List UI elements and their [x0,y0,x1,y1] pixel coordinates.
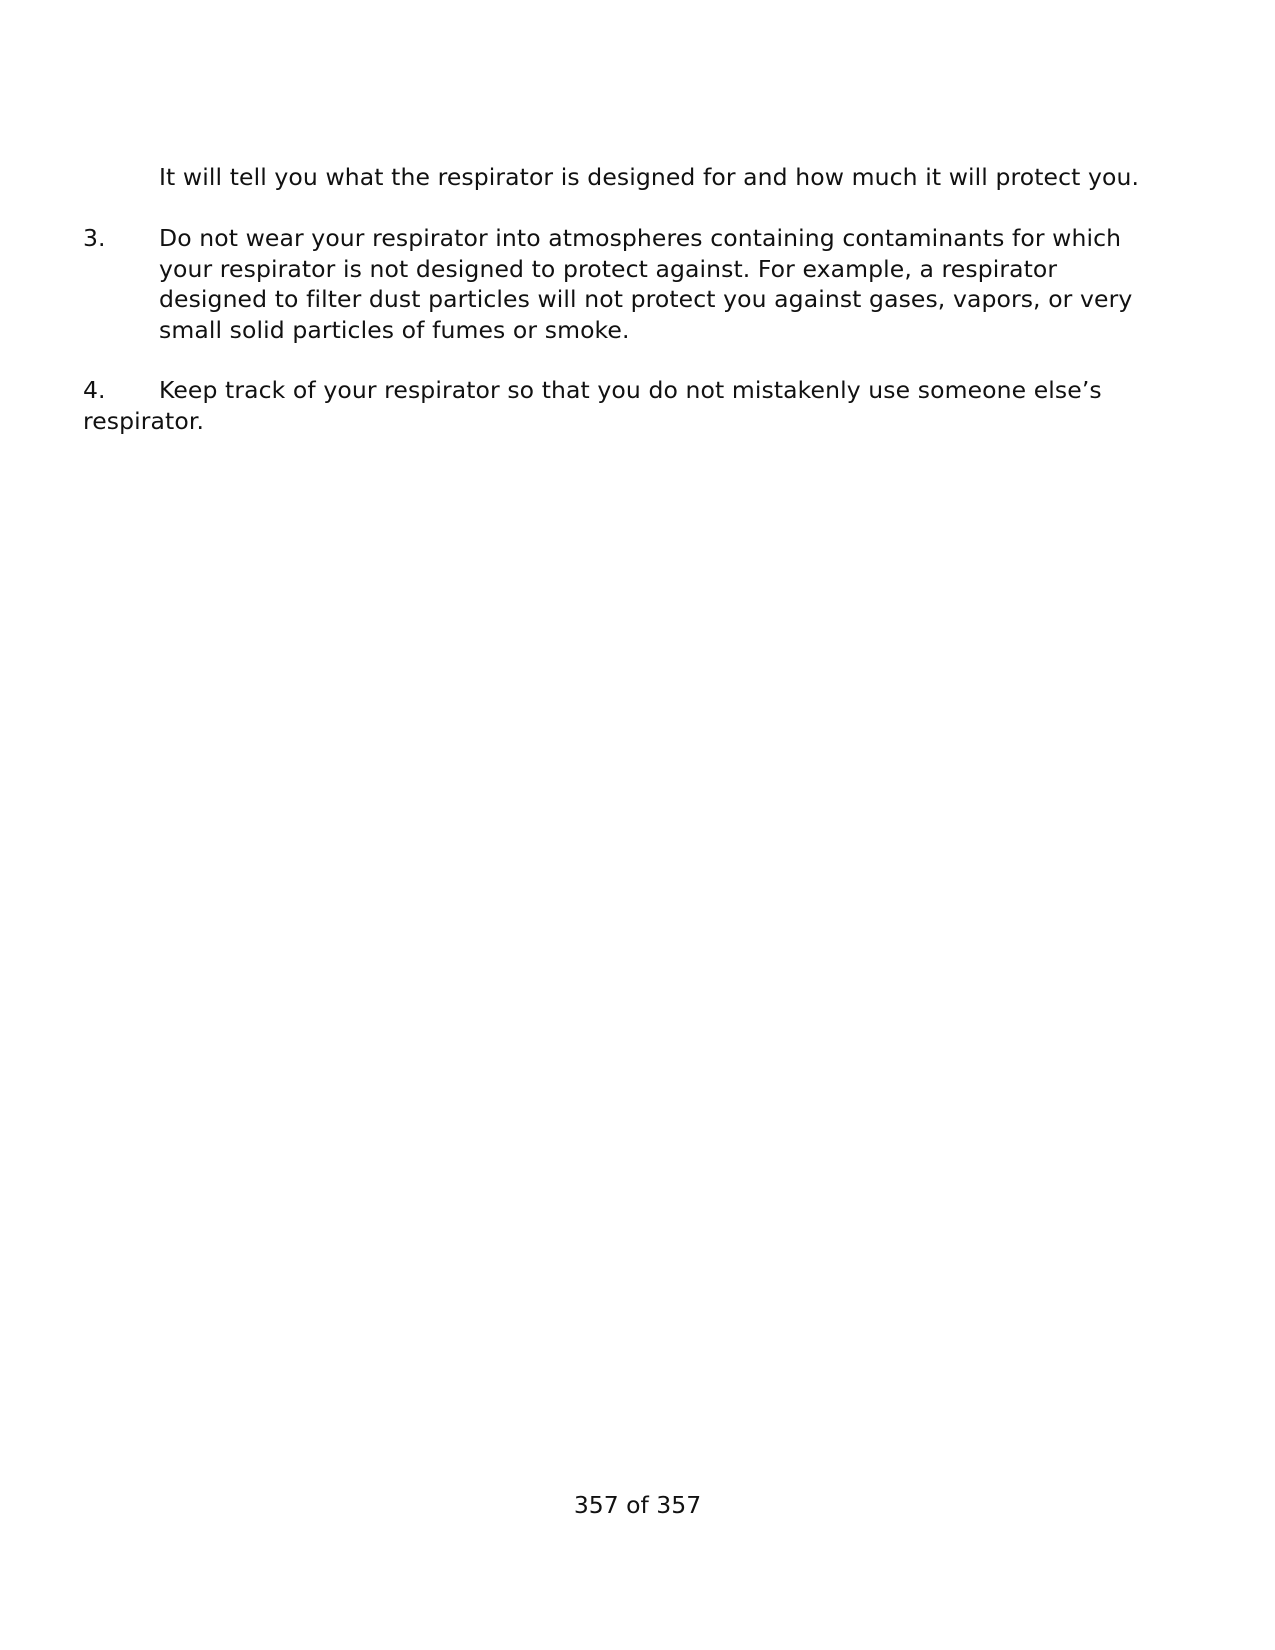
list-item-line: small solid particles of fumes or smoke. [159,315,630,344]
list-item-line: designed to filter dust particles will not protect you against gases, vapors, or very [159,285,1133,313]
list-item [83,375,1203,436]
continuation-paragraph: It will tell you what the respirator is designed for and how much it will protect you. [159,163,1140,191]
list-item-text [159,223,1132,345]
list-item-line: your respirator is not designed to protect against. For example, a respirator [159,254,1058,283]
list-item-line: Do not wear your respirator into atmospheres containing contaminants for which [159,224,1122,252]
list-item-number: 4. [83,376,106,404]
list-item-text [83,375,1203,406]
list-item-line: respirator. [83,406,205,435]
list-item-line: Keep track of your respirator so that you do not mistakenly use someone else’s [159,376,1102,404]
page-number: 357 of 357 [573,1491,702,1519]
list-item-number: 3. [83,224,106,252]
